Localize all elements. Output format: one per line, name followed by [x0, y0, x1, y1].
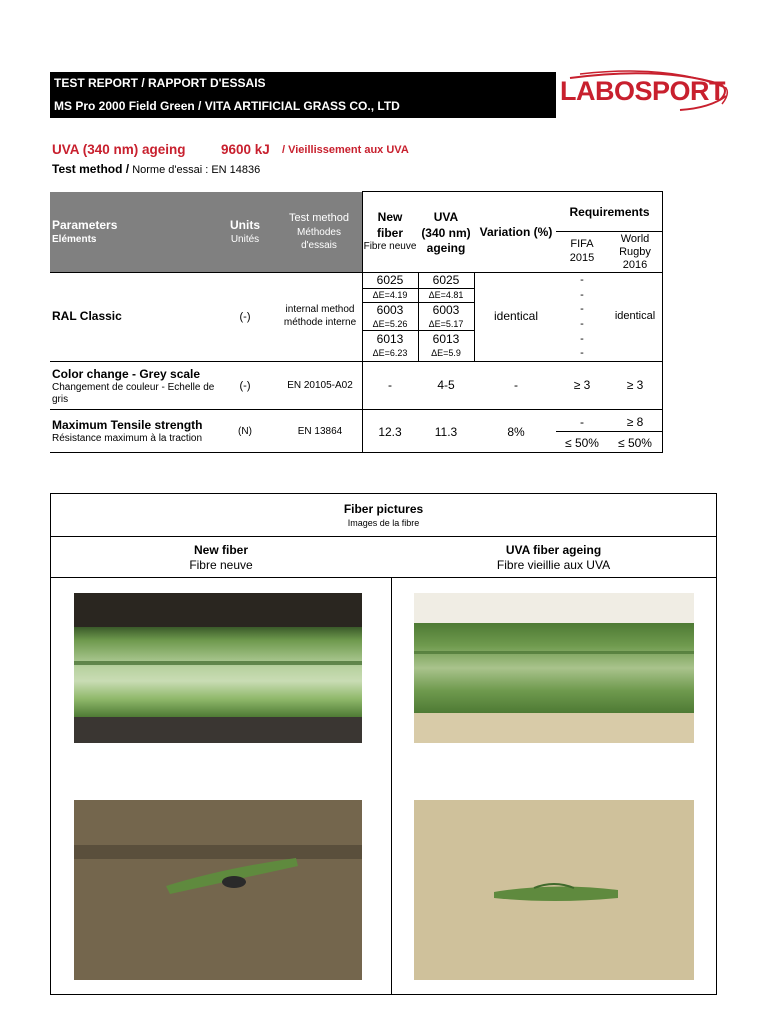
tensile-fifa-top: -	[580, 415, 584, 429]
new-fiber-fr: Fibre neuve	[189, 558, 253, 572]
test-method-value: Norme d'essai : EN 14836	[132, 164, 261, 176]
ral-fifa: -	[580, 303, 584, 315]
ral-new-value: 6025	[376, 273, 404, 287]
ral-uva-delta: ΔE=5.9	[431, 348, 461, 358]
ral-fifa: -	[580, 289, 584, 301]
ral-uva-delta: ΔE=5.17	[428, 319, 464, 329]
ral-fifa: -	[580, 318, 584, 330]
tensile-uva: 11.3	[434, 425, 458, 439]
ral-world-rugby: identical	[614, 310, 656, 322]
test-method-line	[52, 162, 260, 176]
col-world-rugby: 2016	[622, 259, 648, 271]
test-name: UVA (340 nm) ageing	[52, 142, 186, 157]
tensile-name-fr: Résistance maximum à la traction	[52, 433, 203, 444]
ral-uva-value: 6013	[432, 332, 460, 346]
fiber-title-fr: Images de la fibre	[347, 518, 420, 528]
col-new-fr: Fibre neuve	[363, 241, 417, 252]
ral-name: RAL Classic	[52, 309, 122, 323]
color-units: (-)	[239, 380, 251, 392]
new-fiber-photo	[74, 593, 362, 743]
col-new: New	[377, 210, 403, 224]
col-uva: ageing	[426, 241, 466, 255]
tensile-world-bottom: ≤ 50%	[618, 436, 652, 450]
tensile-method: EN 13864	[297, 426, 343, 437]
ral-new-value: 6003	[376, 303, 404, 317]
ral-new-delta: ΔE=4.19	[372, 290, 408, 300]
color-name-fr: gris	[52, 394, 69, 405]
ral-units: (-)	[239, 311, 251, 323]
fiber-title: Fiber pictures	[343, 502, 424, 516]
fiber-center-divider	[391, 577, 392, 995]
ral-fifa: -	[580, 333, 584, 345]
ral-uva-value: 6003	[432, 303, 460, 317]
tensile-name: Maximum Tensile strength	[52, 418, 203, 432]
ral-uva-value: 6025	[432, 273, 460, 287]
col-parameters: Parameters	[52, 218, 118, 232]
tensile-units: (N)	[238, 426, 252, 437]
fiber-divider	[51, 577, 716, 578]
col-variation: Variation (%)	[479, 225, 553, 239]
col-uva: UVA	[433, 210, 459, 224]
color-name: Color change - Grey scale	[52, 367, 201, 381]
tensile-divider	[556, 431, 663, 432]
color-new: -	[388, 378, 392, 392]
col-method-fr: d'essais	[301, 240, 337, 251]
col-uva: (340 nm)	[421, 226, 471, 240]
table-bottom-border	[50, 452, 663, 453]
tensile-new: 12.3	[378, 425, 402, 439]
col-method-fr: Méthodes	[297, 227, 341, 238]
col-units-fr: Unités	[230, 234, 260, 245]
ral-variation: identical	[493, 309, 539, 323]
tensile-fifa-bottom: ≤ 50%	[565, 436, 599, 450]
ral-fifa: -	[580, 274, 584, 286]
test-method-label: Test method /	[52, 162, 130, 176]
labosport-logo	[560, 70, 730, 118]
ral-bottom-border	[50, 361, 663, 362]
col-border	[474, 272, 475, 361]
new-fiber-cross-image	[74, 800, 362, 980]
color-world-rugby: ≥ 3	[626, 378, 644, 392]
uva-fiber-image	[414, 593, 694, 743]
color-variation: -	[514, 378, 518, 392]
col-fifa: FIFA	[570, 238, 594, 250]
col-requirements: Requirements	[569, 205, 650, 219]
new-fiber-title: New fiber	[193, 543, 248, 557]
new-fiber-image	[74, 593, 362, 743]
col-method: Test method	[289, 212, 349, 224]
new-fiber-cross-section	[74, 800, 362, 980]
uva-fiber-cross-section	[414, 800, 694, 980]
col-world-rugby: World	[620, 233, 650, 245]
logo-text: LABOSPORT	[560, 76, 726, 106]
tensile-variation: 8%	[507, 425, 525, 439]
table-top-border	[362, 191, 663, 192]
ral-method: internal method	[285, 304, 355, 315]
col-parameters-fr: Eléments	[52, 234, 97, 245]
requirements-divider	[556, 231, 663, 232]
tensile-world-top: ≥ 8	[626, 415, 644, 429]
ral-new-value: 6013	[376, 332, 404, 346]
uva-fiber-title: UVA fiber ageing	[505, 543, 602, 557]
product-title: MS Pro 2000 Field Green / VITA ARTIFICIAL GRASS CO., LTD	[50, 94, 556, 118]
color-method: EN 20105-A02	[287, 380, 353, 391]
color-bottom-border	[50, 409, 663, 410]
ral-fifa: -	[580, 347, 584, 359]
uva-fiber-cross-image	[414, 800, 694, 980]
col-units: Units	[230, 218, 260, 232]
report-title: TEST REPORT / RAPPORT D'ESSAIS	[50, 72, 556, 94]
col-border	[662, 191, 663, 453]
col-world-rugby: Rugby	[619, 246, 651, 258]
color-uva: 4-5	[437, 378, 455, 392]
color-name-fr: Changement de couleur - Echelle de	[52, 382, 215, 393]
ral-uva-delta: ΔE=4.81	[428, 290, 464, 300]
ral-new-delta: ΔE=6.23	[372, 348, 408, 358]
uva-fiber-fr: Fibre vieillie aux UVA	[496, 558, 611, 572]
test-name-french: / Vieillissement aux UVA	[282, 144, 409, 156]
ral-new-delta: ΔE=5.26	[372, 319, 408, 329]
color-fifa: ≥ 3	[573, 378, 591, 392]
header-bottom-border	[50, 272, 663, 273]
uva-fiber-photo	[414, 593, 694, 743]
ral-method: méthode interne	[283, 317, 357, 328]
fiber-divider	[51, 536, 716, 537]
col-fifa: 2015	[569, 252, 595, 264]
col-new: fiber	[376, 226, 403, 240]
test-energy: 9600 kJ	[221, 142, 270, 157]
